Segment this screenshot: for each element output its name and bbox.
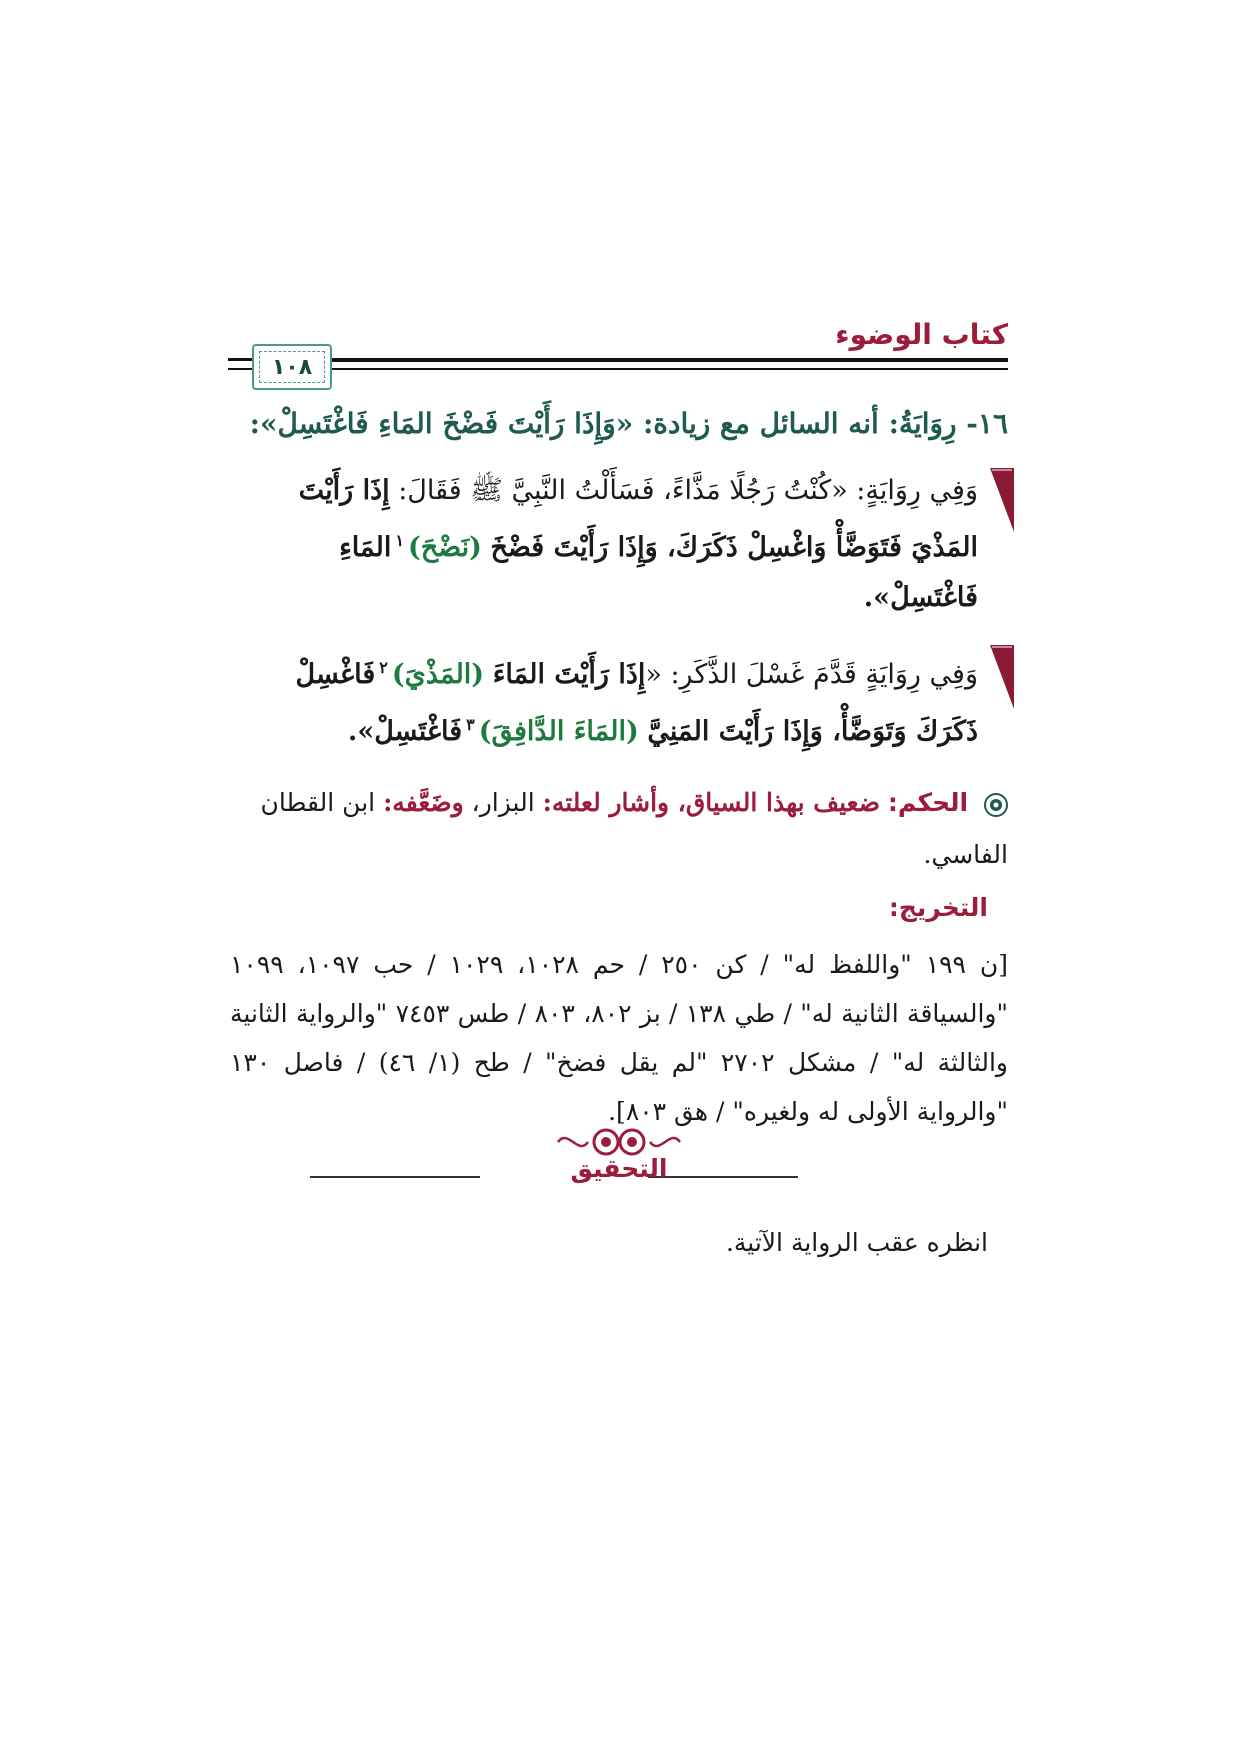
narration-bold-text: إِذَا رَأَيْتَ المَاءَ	[492, 659, 646, 690]
page-header	[228, 300, 1008, 390]
takhrij-heading: التخريج:	[888, 893, 988, 922]
footnote-marker: ٢	[379, 658, 388, 677]
ruling-weakened-by: ابن القطان الفاسي.	[260, 788, 1008, 869]
footnote-marker: ١	[395, 531, 404, 550]
ruling-pointers: البزار،	[471, 788, 535, 817]
tahqiq-heading: التحقيق	[570, 1154, 668, 1183]
narration-block	[230, 466, 1008, 623]
book-title: كتاب الوضوء	[835, 318, 1008, 351]
corner-ornament-icon	[990, 468, 1014, 532]
narration-bold-text: فَاغْسِلْ ذَكَرَكَ وَتَوَضَّأْ، وَإِذَا رَأَيْتَ المَنِيَّ	[295, 659, 978, 747]
narration-text: وَفِي رِوَايَةٍ: «كُنْتُ رَجُلًا مَذَّاءً، فَسَأَلْتُ النَّبِيَّ ﷺ فَقَالَ:	[389, 475, 978, 506]
narration-text: وَفِي رِوَايَةٍ قَدَّمَ غَسْلَ الذَّكَرِ: «	[645, 659, 978, 690]
narration-end: ».	[863, 582, 891, 613]
narration-bold-text: فَاغْتَسِلْ	[374, 716, 463, 747]
ruling-paragraph	[230, 777, 1008, 881]
ruling-label: الحكم:	[887, 788, 969, 817]
hadith-title: ١٦- رِوَايَةُ: أنه السائل مع زيادة: «وَإِذَا رَأَيْتَ فَضْخَ المَاءِ فَاغْتَسِلْ»:	[249, 407, 1008, 440]
narration-variant: (المَذْيَ)	[391, 659, 485, 690]
footnote-marker: ٣	[466, 715, 475, 734]
tahqiq-text: انظره عقب الرواية الآتية.	[725, 1228, 988, 1257]
narration-end: ».	[347, 716, 375, 747]
end-ornament-icon	[554, 1122, 684, 1162]
takhrij-text: [ن ١٩٩ "واللفظ له" / كن ٢٥٠ / حم ١٠٢٨، ١٠٢٩ / حب ١٠٩٧، ١٠٩٩ "والسياقة الثانية له" / طي ١٣٨ / بز ٨٠٢، ٨٠٣ / طس ٧٤٥٣ "والرواية الثانية والثالثة له" / مشكل ٢٧٠٢ "لم يقل فضخ" / طح (١/ ٤٦) / فاصل ١٣٠ "والرواية الأولى له ولغيره" / هق ٨٠٣].	[230, 950, 1009, 1126]
narration-bold-text: المَاءِ فَاغْتَسِلْ	[339, 532, 978, 613]
header-rule	[228, 358, 252, 361]
page-number-box	[252, 344, 332, 390]
header-rule	[228, 368, 252, 370]
ruling-weakened-label: وضَعَّفه:	[383, 788, 464, 817]
narration-block	[230, 643, 1008, 757]
flower-bullet-icon	[984, 793, 1008, 817]
page-number: ١٠٨	[271, 354, 313, 380]
header-rule	[286, 358, 1008, 362]
ruling-verdict: ضعيف بهذا السياق، وأشار لعلته:	[542, 788, 880, 817]
narration-variant: (المَاءَ الدَّافِقَ)	[478, 716, 639, 747]
corner-ornament-icon	[990, 645, 1014, 709]
narration-variant: (نَضْحَ)	[407, 532, 482, 563]
header-rule	[286, 368, 1008, 370]
narration-bold-text: إِذَا رَأَيْتَ المَذْيَ فَتَوَضَّأْ وَاغْسِلْ ذَكَرَكَ، وَإِذَا رَأَيْتَ فَضْخَ	[298, 475, 978, 563]
